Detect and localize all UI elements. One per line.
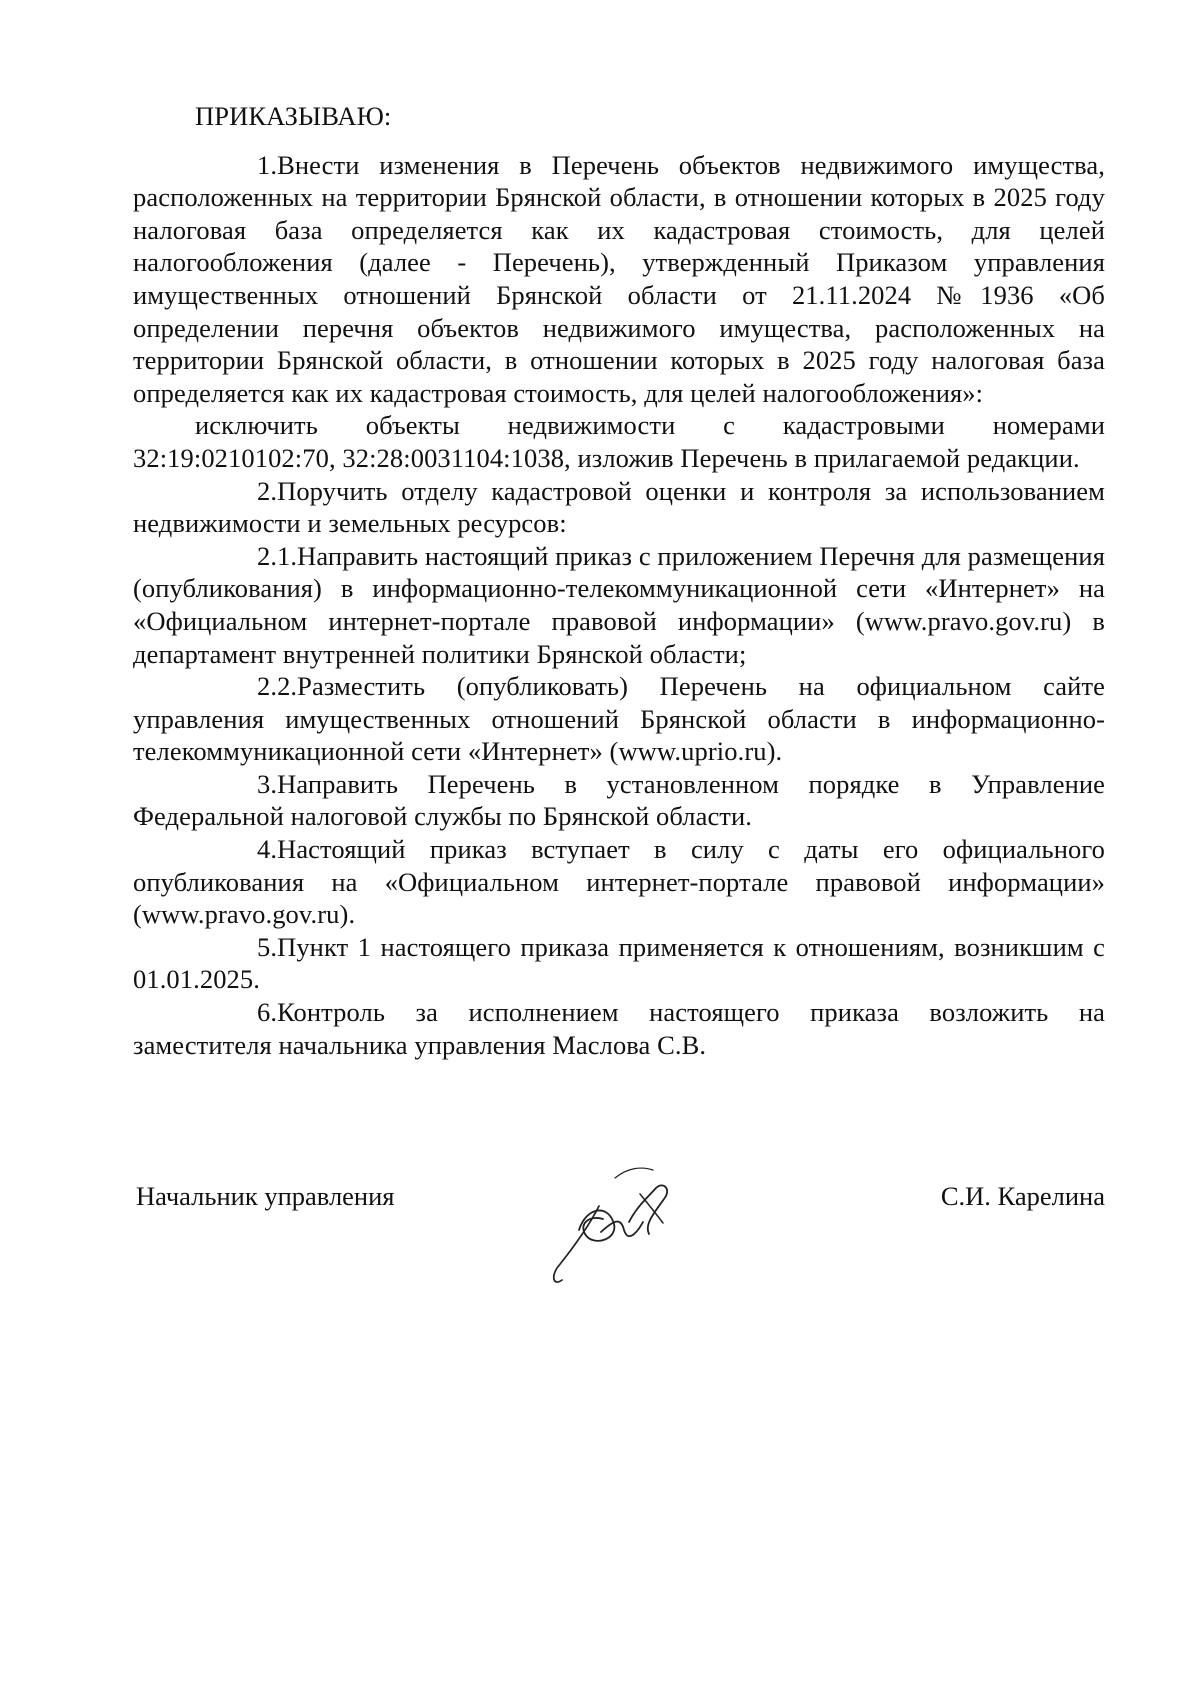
paragraph-number: 2.2.	[257, 671, 298, 702]
paragraph-5	[133, 931, 1105, 996]
paragraph-text: Направить настоящий приказ с приложением Перечня для размещения (опубликования) в информационно-телекоммуникационной сети «Интернет» на «Официальном интернет-портале правовой информации» (www.pravo.gov.ru) в департамент внутренней политики Брянской области;	[133, 540, 1105, 669]
paragraph-2-2	[133, 670, 1105, 768]
paragraph-text: Направить Перечень в установленном порядке в Управление Федеральной налоговой службы по Брянской области.	[133, 768, 1105, 832]
paragraph-text: Пункт 1 настоящего приказа применяется к отношениям, возникшим с 01.01.2025.	[133, 931, 1105, 995]
paragraph-number: 3.	[257, 768, 278, 799]
paragraph-number: 2.1.	[257, 540, 298, 571]
order-heading: ПРИКАЗЫВАЮ:	[195, 101, 392, 131]
paragraph-number: 6.	[257, 997, 278, 1028]
paragraph-number: 1.	[257, 149, 278, 180]
paragraph-text: Контроль за исполнением настоящего приказа возложить на заместителя начальника управления Маслова С.В.	[133, 997, 1105, 1060]
signatory-name: С.И. Карелина	[940, 1181, 1105, 1211]
signatory-position: Начальник управления	[136, 1181, 395, 1211]
paragraph-1	[133, 149, 1105, 410]
order-body	[133, 100, 1105, 1061]
paragraph-2-1	[133, 540, 1105, 670]
paragraph-number: 2.	[257, 475, 278, 506]
signature-icon	[535, 1160, 705, 1290]
paragraph-text: Поручить отделу кадастровой оценки и контроля за использованием недвижимости и земельных ресурсов:	[133, 475, 1105, 539]
paragraph-3	[133, 768, 1105, 833]
paragraph-text: Внести изменения в Перечень объектов недвижимого имущества, расположенных на территории Брянской области, в отношении которых в 2025 году налоговая база определяется как их кадастровая стоимость, для целей налогообложения (далее - Перечень), утвержденный Приказом управления имущественных отношений Брянской области от 21.11.2024 №1936 «Об определении перечня объектов недвижимого имущества, расположенных на территории Брянской области, в отношении которых в 2025 году налоговая база определяется как их кадастровая стоимость, для целей налогообложения»:	[133, 149, 1105, 408]
paragraph-2	[133, 475, 1105, 540]
paragraph-6	[133, 996, 1105, 1061]
paragraph-4	[133, 833, 1105, 931]
paragraph-number: 5.	[257, 931, 278, 962]
paragraph-1-exclusion	[133, 409, 1105, 474]
paragraph-text: исключить объекты недвижимости с кадастровыми номерами 32:19:0210102:70, 32:28:0031104:1038, изложив Перечень в прилагаемой редакции.	[133, 410, 1105, 473]
paragraph-text: Настоящий приказ вступает в силу с даты его официального опубликования на «Официальном интернет-портале правовой информации» (www.pravo.gov.ru).	[133, 834, 1105, 930]
paragraph-number: 4.	[257, 834, 278, 865]
paragraph-text: Разместить (опубликовать) Перечень на официальном сайте управления имущественных отношений Брянской области в информационно-телекоммуникационной сети «Интернет» (www.uprio.ru).	[133, 671, 1105, 767]
